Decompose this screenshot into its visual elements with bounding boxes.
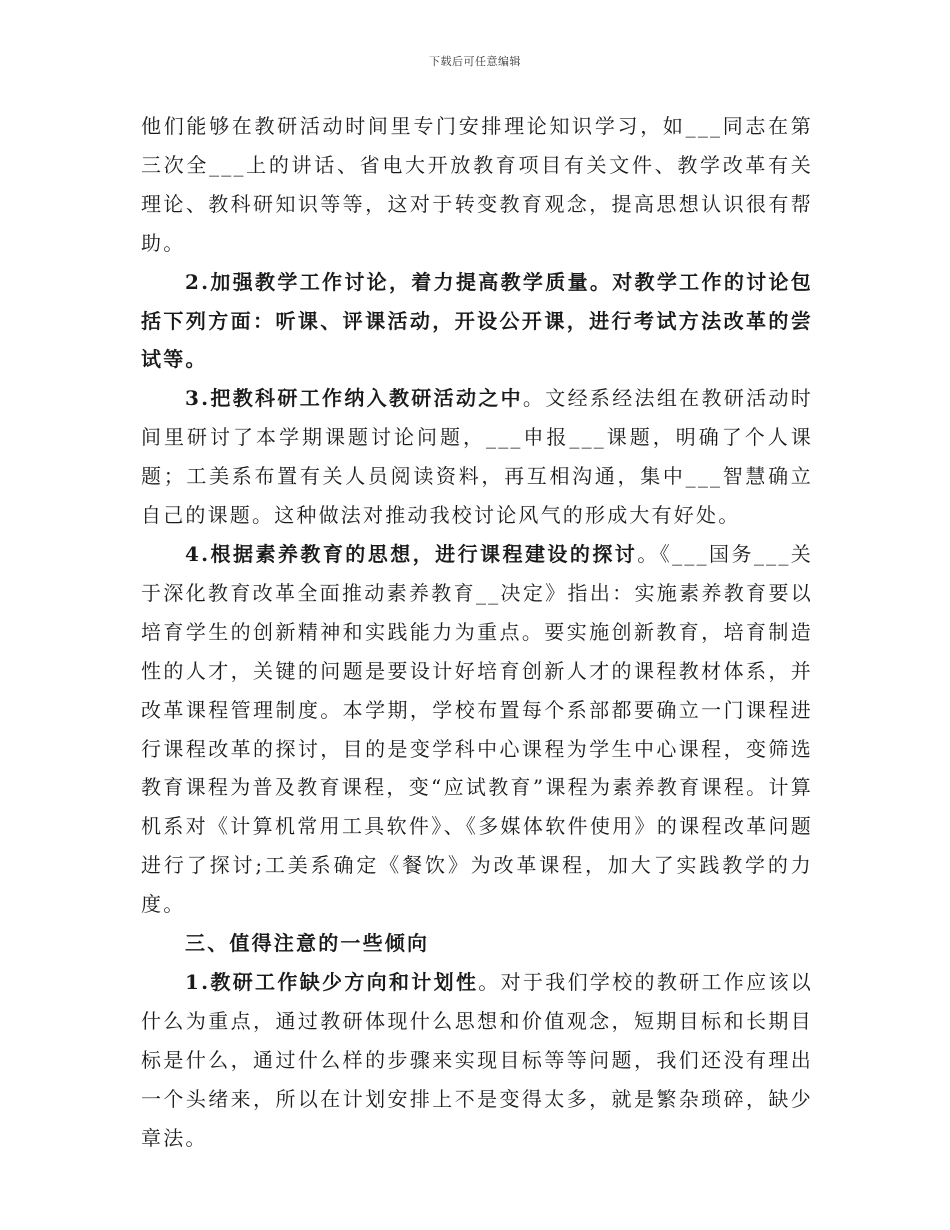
paragraph-lack-of-direction [141, 963, 813, 1158]
section-heading: 三、值得注意的一些倾向 [185, 931, 430, 956]
document-body [141, 107, 813, 1157]
paragraph-continuation [141, 107, 813, 263]
page-header: 下载后可任意编辑 [429, 55, 521, 68]
paragraph-heading: 2.加强教学工作讨论，着力提高教学质量。对教学工作的讨论包括下列方面：听课、评课活动，开设公开课，进行考试方法改革的尝试等。 [141, 269, 813, 372]
paragraph-text: 。文经系经法组在教研活动时间里研讨了本学期课题讨论问题，___申报___课题，明确了个人课题；工美系布置有关人员阅读资料，再互相沟通，集中___智慧确立自己的课题。这种做法对推动我校讨论风气的形成大有好处。 [141, 386, 813, 528]
paragraph-curriculum-exploration [141, 535, 813, 924]
paragraph-teaching-discussion [141, 263, 813, 380]
paragraph-research-integration [141, 379, 813, 535]
paragraph-text: 。对于我们学校的教研工作应该以什么为重点，通过教研体现什么思想和价值观念，短期目标和长期目标是什么，通过什么样的步骤来实现目标等等问题，我们还没有理出一个头绪来，所以在计划安排上不是变得太多，就是繁杂琐碎，缺少章法。 [141, 969, 813, 1150]
paragraph-heading: 3.把教科研工作纳入教研活动之中 [185, 386, 523, 411]
paragraph-text: 他们能够在教研活动时间里专门安排理论知识学习，如___同志在第三次全___上的讲话、省电大开放教育项目有关文件、教学改革有关理论、教科研知识等等，这对于转变教育观念，提高思想认识很有帮助。 [141, 114, 813, 255]
paragraph-heading: 1.教研工作缺少方向和计划性 [185, 969, 479, 994]
paragraph-heading: 4.根据素养教育的思想，进行课程建设的探讨 [185, 541, 638, 566]
section-heading-tendencies [141, 924, 813, 963]
paragraph-text: 。《___国务___关于深化教育改革全面推动素养教育__决定》指出：实施素养教育要以培育学生的创新精神和实践能力为重点。要实施创新教育，培育制造性的人才，关键的问题是要设计好培育创新人才的课程教材体系，并改革课程管理制度。本学期，学校布置每个系部都要确立一门课程进行课程改革的探讨，目的是变学科中心课程为学生中心课程，变筛选教育课程为普及教育课程，变“应试教育”课程为素养教育课程。计算机系对《计算机常用工具软件》、《多媒体软件使用》的课程改革问题进行了探讨;工美系确定《餐饮》为改革课程，加大了实践教学的力度。 [141, 541, 813, 917]
